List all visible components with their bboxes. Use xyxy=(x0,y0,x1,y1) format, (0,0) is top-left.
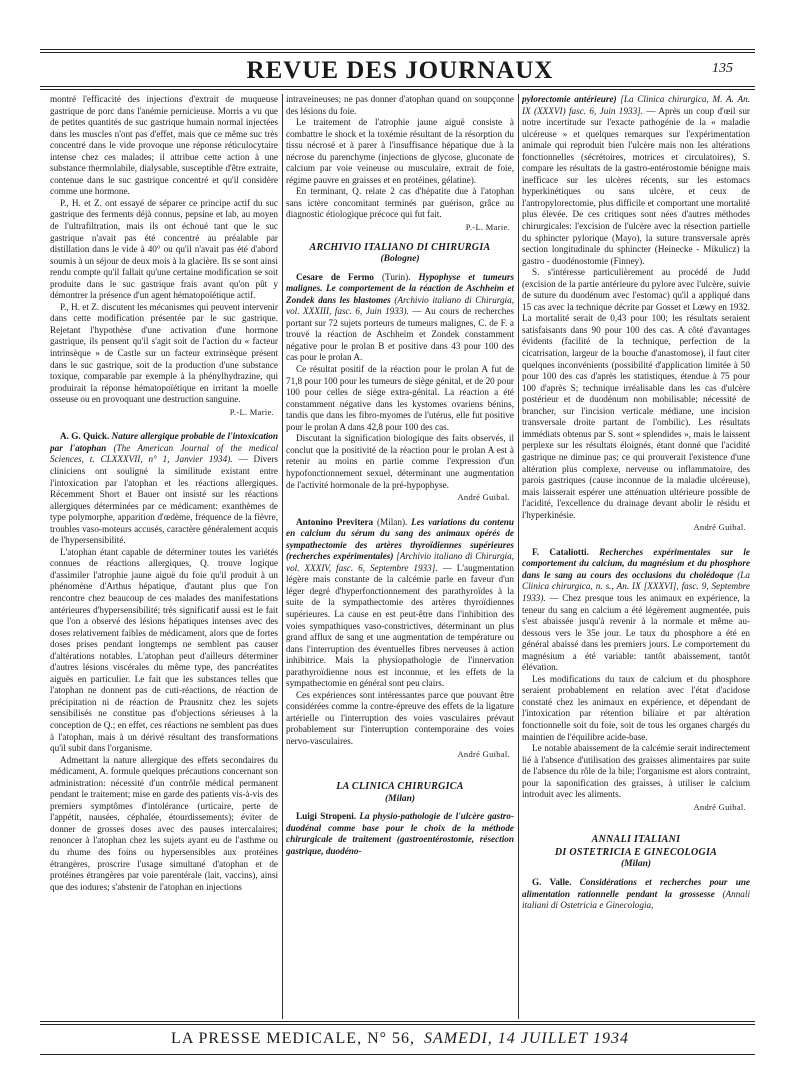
article-author: G. Valle. xyxy=(532,877,572,887)
column-2 xyxy=(286,94,514,1019)
footer-rule-inner xyxy=(40,1024,755,1025)
footer-date: SAMEDI, 14 JUILLET 1934 xyxy=(424,1030,629,1047)
section-city: (Bologne) xyxy=(380,254,420,265)
article-reference: (Archivio italiano di Chirurgia, vol. XXXIII, fasc. 6, Juin 1933). xyxy=(286,294,514,317)
article-abstract xyxy=(522,94,750,267)
article-abstract xyxy=(522,547,750,674)
paragraph: L'atophan étant capable de déterminer toutes les variétés connues de réactions allergiques, Q. trouve logique d'assimiler l'atrophie jaune aiguë du foie qu'il produit à un phénomène d'Arthus hépatique, d'autant plus que l'on rencontre chez beaucoup de ces malades des manifestations antérieures d'hypersensibilité; très significatif aussi est le fait que l'on a observé des lésions hépatiques intenses avec des doses relativement faibles de médicament, alors que de fortes doses prises pendant longtemps ne semblent pas causer d'altérations notables. L'atophan peut d'ailleurs déterminer d'autres lésions viscérales du même type, des pancréatites aiguës en particulier. Le fait que les substances telles que l'atophan ne donnent pas de cuti-réactions, de réaction de précipitation ni de réaction de Prausnitz chez les sujets sensibilisés ne constitue pas d'objections sérieuses à la conception de Q.; en effet, ces réactions ne semblent pas dues à l'atophan, mais à un dérivé résultant des transformations qu'il subit dans l'organisme. xyxy=(50,546,278,754)
paragraph: Les modifications du taux de calcium et du phosphore seraient probablement en relation avec l'état d'acidose constaté chez les animaux en expérience, et dépendant de l'intoxication par rétention biliaire et par altération fonctionnelle soit du foie, soit de tous les organes chargés du maintien de l'équilibre acide-base. xyxy=(522,673,750,742)
section-heading: ANNALI ITALIANI xyxy=(591,834,681,846)
paragraph: S. s'intéresse particulièrement au procédé de Judd (excision de la partie antérieure du pylore avec l'ulcère, suivie de suture du duodénum avec l'estomac) qu'il a appliqué dans 15 cas avec la technique décrite par Gosset et Lœwy en 1932. La mortalité serait de 0,43 pour 100; les résultats seraient satisfaisants dans 90 pour 100 des cas. A côté d'avantages évidents (facilité de la technique, perfection de la cicatrisation, largeur de la bouche d'anastomose), il faut citer quelques inconvénients (possibilité d'application limitée à 50 pour 100 des cas d'après les statistiques, étendue à 75 pour 100 d'après S; technique irréalisable dans les cas d'ulcère postérieur et de duodénum non mobilisable; nécessité de brancher, sur l'incision verticale médiane, une incision transversale droite partant de l'ombilic). Les résultats immédiats obtenus par S. sont « splendides », mais le laissent perplexe sur les résultats éloignés, étant donné que l'acidité gastrique ne diminue pas; ce qui prouverait l'existence d'une altération plus complexe, nerveuse ou inflammatoire, des parois gastriques (cause inconnue de la maladie ulcéreuse), mais laisserait espérer une atténuation ultérieure possible de l'acidité, l'excellence du drainage devant abolir le résidu et l'hyperkinésie. xyxy=(522,267,750,520)
article-abstract xyxy=(286,811,514,857)
author-signature: André Guibal. xyxy=(457,748,510,759)
article-text: — Chez presque tous les animaux en expérience, la teneur du sang en calcium a été légèrement augmentée, puis s'est abaissée jusqu'à revenir à la normale et même au-dessous vers le 35e jour. Le taux du phosphore a été en général abaissé dans les premiers jours. Le comportement du magnésium a été variable: tantôt abaissement, tantôt élévation. xyxy=(522,592,750,673)
footer-journal: LA PRESSE MEDICALE, N° 56, xyxy=(171,1030,416,1047)
article-author: F. Cataliotti. xyxy=(532,546,589,557)
top-rule-inner xyxy=(40,52,755,53)
page-number: 135 xyxy=(712,61,733,76)
article-title: pylorectomie antérieure) xyxy=(522,94,617,104)
author-signature: André Guibal. xyxy=(693,801,746,812)
article-text: — L'augmentation légère mais constante de la calcémie parle en faveur d'un léger degré d'hyperfonctionnement des parathyroïdes à la suite de la sympathectomie des artères thyroïdiennes supérieures. La cause en est peut-être dans l'inhibition des voies sympathiques vaso-constrictives, déterminant un plus grand afflux de sang et une augmentation de température ou dans l'interruption des éventuelles fibres nerveuses à action inhibitrice. Mais la physiopathologie de l'innervation parathyroïdienne nous est inconnue, et les effets de la sympathectomie en général sont peu clairs. xyxy=(286,562,514,689)
article-author: Antonino Previtera xyxy=(296,516,374,527)
article-title: Les variations du contenu en calcium du sérum du sang des animaux opérés de sympathectomie des artères thyroïdiennes supérieures (recherches expérimentales) xyxy=(286,516,514,562)
paragraph: Ces expériences sont intéressantes parce que pouvant être considérées comme la contre-épreuve des effets de la ligature artérielle ou l'interruption des voies vasculaires prévaut probablement sur l'interruption contemporaine des voies nervo-vasculaires. xyxy=(286,689,514,746)
paragraph: Admettant la nature allergique des effets secondaires du médicament, A. formule quelques précautions concernant son administration: nécessité d'un contrôle médical permanent pendant le traitement; mise en garde des patients vis-à-vis des premiers symptômes d'intolérance (urticaire, perte de l'appétit, nausées, céphalée, étourdissements); éviter de donner de grosses doses avec des pauses intercalaires; renoncer à l'atophan chez les sujets ayant eu de l'asthme ou du rhume des foins ou hypersensibles aux protéines étrangères, proscrire l'usage simultané d'atophan et de protéines étrangères par voie parentérale (lait, vaccins), ainsi que des iodures; s'abstenir de l'atophan en injections xyxy=(50,754,278,892)
article-abstract xyxy=(50,431,278,546)
article-text: — Après un coup d'œil sur notre incertitude sur l'exacte pathogénie de la « maladie ulcéreuse » et quelques remarques sur l'expérimentation animale qui reproduit bien l'ulcère mais non les altérations fonctionnelles (sécrétoires, motrices et circulatoires), S. compare les résultats de la gastro-entérostomie bénigne mais inefficace sur les ulcères récents, sur les estomacs hyperkinétiques ou sans ulcère, et ceux de l'antropylorectomie, plus difficile et comportant une mortalité plus élevée. De ces critiques sont nées d'autres méthodes chirurgicales: l'excision de l'ulcère avec la résection partielle du sphincter pylorique (Mayo), la suture transversale après section longitudinale du sphincter (Heinecke - Mikulicz) la gastro - duodénostomie (Finney). xyxy=(522,105,750,266)
column-divider xyxy=(282,94,283,1019)
paragraph: montré l'efficacité des injections d'extrait de muqueuse gastrique de porc dans l'anémie pernicieuse. Morris a vu que de petites quantités de suc gastrique humain normal injectées dans les muscles n'ont pas d'effet, mais que ce même suc très concentré dans le vide provoque une réponse réticulocytaire intense chez ces malades; il attribue cette action à une substance thermolabile, dialysable, susceptible d'être extraite, contenue dans le suc gastrique concentré et qu'il considère comme une hormone. xyxy=(50,94,278,197)
article-author: A. G. Quick. xyxy=(60,431,110,442)
author-signature: André Guibal. xyxy=(457,492,510,503)
article-reference: [Archivio italiano di Chirurgia, vol. XXXIV, fasc. 6, Septembre 1933]. xyxy=(286,551,514,573)
section-heading: ARCHIVIO ITALIANO DI CHIRURGIA xyxy=(309,241,491,253)
paragraph: intraveineuses; ne pas donner d'atophan quand on soupçonne des lésions du foie. xyxy=(286,94,514,116)
article-abstract xyxy=(286,517,514,690)
section-heading: LA CLINICA CHIRURGICA xyxy=(336,781,464,793)
article-title: Hypophyse et tumeurs malignes. Le comportement de la réaction de Aschheim et Zondek dans les blastomes xyxy=(286,271,514,305)
paragraph: Le notable abaissement de la calcémie serait indirectement lié à l'absence d'utilisation des graisses alimentaires par suite de l'absence du rôle de la bile; l'organisme est alors contraint, pour la saponification des graisses, à utiliser le calcium introduit avec les aliments. xyxy=(522,743,750,800)
header-rule-inner xyxy=(40,89,755,90)
paragraph: P., H. et Z. ont essayé de séparer ce principe actif du suc gastrique des ferments déjà connus, pepsine et lab, au moyen de l'ultrafiltration, mais ils ont échoué tant que le suc gastrique n'avait pas été concentré au préalable par distillation dans le vide à 40° ou qu'il n'avait pas été d'abord soumis à un séjour de deux mois à la glacière. Ils se sont ainsi rendu compte qu'il fallait qu'une certaine modification se soit produite dans le suc gastrique frais avant qu'on pût y démontrer la présence d'un agent hématopoïétique actif. xyxy=(50,197,278,301)
author-signature: André Guibal. xyxy=(693,522,746,533)
header-rule xyxy=(40,86,755,87)
article-title: Considérations et recherches pour une alimentation rationnelle pendant la grossesse xyxy=(522,877,750,899)
column-divider xyxy=(518,94,519,1019)
article-text: — Au cours de recherches portant sur 72 sujets porteurs de tumeurs malignes, C. de F. a trouvé la réaction de Aschheim et Zondek constamment négative pour le prolan B et positive dans 43 pour 100 des cas pour le prolan A. xyxy=(286,306,514,363)
author-signature: P.-L. Marie. xyxy=(229,406,274,417)
section-city: (Milan) xyxy=(384,793,416,804)
article-text: — Divers cliniciens ont souligné la similitude existant entre l'intoxication par l'atophan et les réactions allergiques. Récemment Short et Bauer ont insisté sur les réactions allergiques déterminées par ce médicament: exanthèmes de type polymorphe, apparition d'œdème, fréquence de la fièvre, troubles vaso-moteurs accusés, caractère généralement acquis de l'hypersensibilité. xyxy=(50,454,278,546)
article-reference: [La Clinica chirurgica, M. A. An. IX (XXXVI) fasc. 6, Juin 1933]. xyxy=(522,94,750,116)
article-author: Cesare de Fermo xyxy=(296,271,375,282)
paragraph: Le traitement de l'atrophie jaune aiguë consiste à combattre le shock et la toxémie résultant de la résorption du tissu nécrosé et à parer à l'insuffisance hépatique due à la nécrose du parenchyme (injections de glycose, gluconate de calcium par voie veineuse ou musculaire, extrait de foie, régime pauvre en graisses et en protéines, gélatine). xyxy=(286,117,514,185)
article-abstract xyxy=(286,272,514,364)
article-place: (Turin). xyxy=(381,271,411,282)
article-author: Luigi Stropeni. xyxy=(296,811,357,822)
column-3 xyxy=(522,94,750,1019)
section-heading-line2: DI OSTETRICIA E GINECOLOGIA xyxy=(554,846,718,858)
article-abstract xyxy=(522,877,750,912)
article-title: Recherches expérimentales sur le comportement du calcium, du magnésium et du phosphore dans le sang au cours des occlusions du cholédoque xyxy=(522,546,750,580)
article-reference: (The American Journal of the medical Sciences, t. CLXXXVII, n° 1, Janvier 1934). xyxy=(50,442,278,465)
author-signature: P.-L. Marie. xyxy=(465,222,510,233)
article-reference: (La Clinica chirurgica, n. s., An. IX [XXXVI], fasc. 9, Septembre 1933). xyxy=(522,569,750,603)
paragraph: En terminant, Q. relate 2 cas d'hépatite due à l'atophan sans ictère concomitant terminés par guérison, grâce au diagnostic étiologique précoce qui fut fait. xyxy=(286,186,514,220)
article-title: La physio-pathologie de l'ulcère gastro-duodénal comme base pour le choix de la méthode chirurgicale de traitement (gastroentérostomie, résection gastrique, duodéno- xyxy=(286,811,514,856)
article-place: (Milan). xyxy=(376,516,408,527)
page-footer xyxy=(0,1030,800,1048)
paragraph: Discutant la signification biologique des faits observés, il conclut que la positivité de la réaction pour le prolan A est à retenir au moins en partie comme l'expression d'un hypofonctionnement sexuel, déterminant une augmentation de l'activité hormonale de la pré-hypophyse. xyxy=(286,433,514,490)
paragraph: P., H. et Z. discutent les mécanismes qui peuvent intervenir dans cette modification présentée par le suc gastrique. Rejetant l'hypothèse d'une activation d'une hormone gastrique, ils pensent qu'il s'agit soit de l'action du « facteur intrinsèque » de Castle sur un facteur extrinsèque présent dans le suc gastrique, soit de la production d'une substance toxique, comparable par exemple à la phénylhydrazine, qui produirait la réponse hématopoïétique en irritant la moelle osseuse ou en provoquant une destruction sanguine. xyxy=(50,301,278,405)
column-1 xyxy=(50,94,278,1019)
article-title: Nature allergique probable de l'intoxication par l'atophan xyxy=(50,431,278,453)
top-rule xyxy=(40,49,755,50)
section-city: (Milan) xyxy=(620,859,652,870)
footer-bottom-rule xyxy=(40,1054,755,1055)
page-header-title: REVUE DES JOURNAUX xyxy=(246,57,554,84)
footer-rule xyxy=(40,1021,755,1022)
article-reference: (Annali italiani di Ostetricia e Ginecologia, xyxy=(522,888,750,911)
paragraph: Ce résultat positif de la réaction pour le prolan A fut de 71,8 pour 100 pour les tumeurs de siège génital, et de 20 pour 100 pour celles de siège extra-génital. La réaction a été constamment négative dans les kystomes ovariens bénins, tandis que dans les fibro-myomes de l'utérus, elle fut positive pour le prolan A dans 42,8 pour 100 des cas. xyxy=(286,364,514,432)
